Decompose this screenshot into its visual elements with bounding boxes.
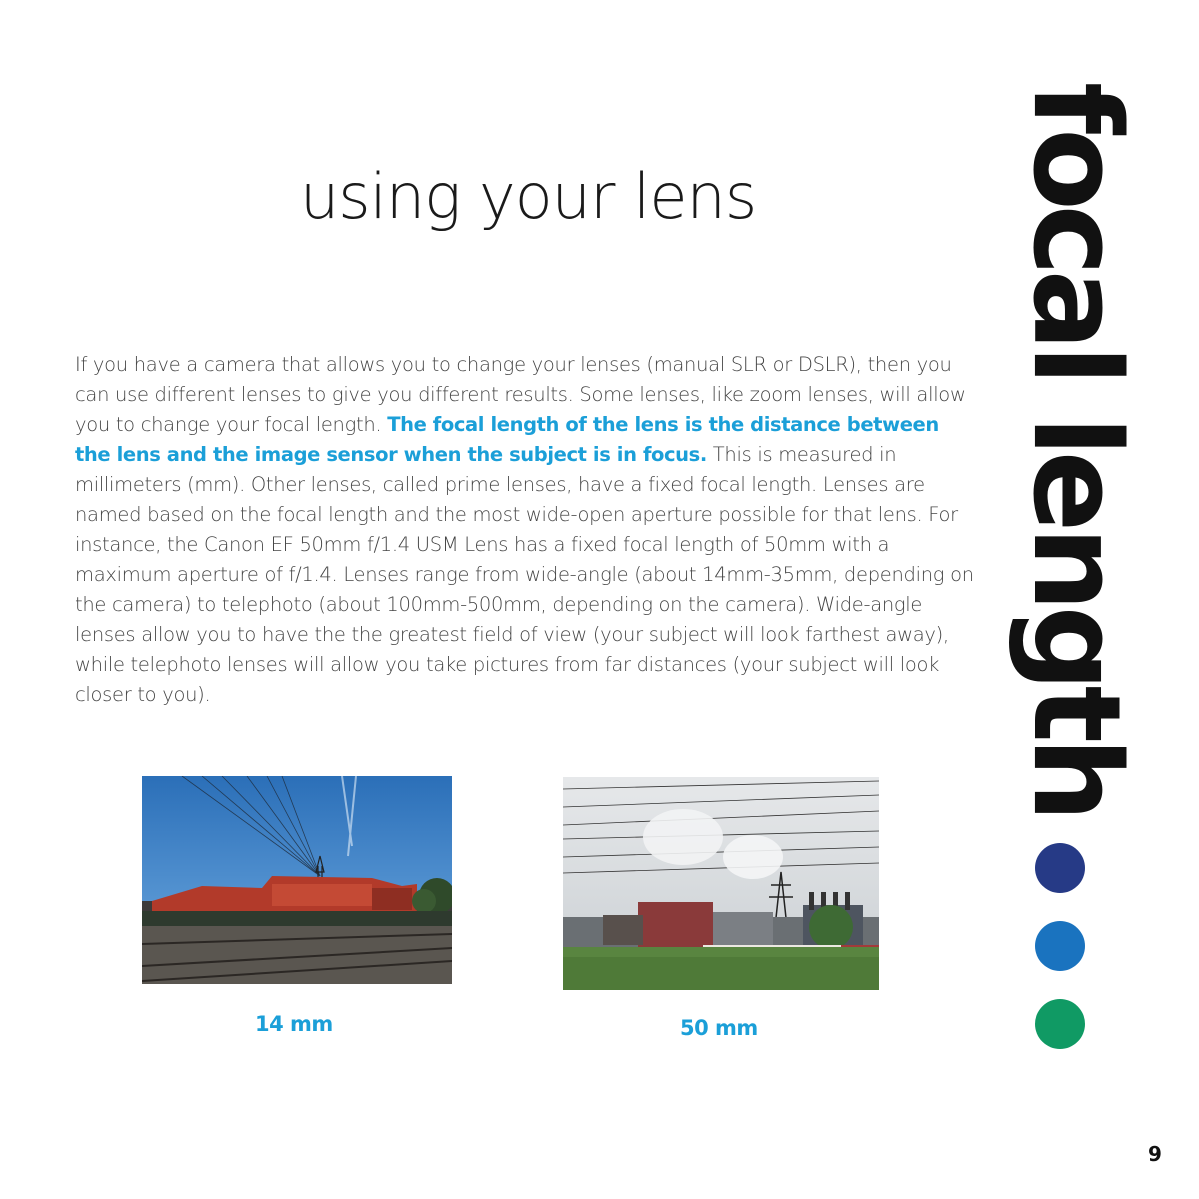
blue-dot <box>1035 921 1085 971</box>
body-paragraph <box>75 350 980 710</box>
caption-50mm: 50 mm <box>680 1016 758 1040</box>
navy-dot <box>1035 843 1085 893</box>
body-text-rest: This is measured in millimeters (mm). Other lenses, called prime lenses, have a fixed focal length. Lenses are named based on the focal length and the most wide-open aperture possible for that lens. For instance, the Canon EF 50mm f/1.4 USM Lens has a fixed focal length of 50mm with a maximum aperture of f/1.4. Lenses range from wide-angle (about 14mm-35mm, depending on the camera) to telephoto (about 100mm-500mm, depending on the camera). Wide-angle lenses allow you to have the the greatest field of view (your subject will look farthest away), while telephoto lenses will allow you take pictures from far distances (your subject will look closer to you). <box>75 443 974 706</box>
page-number: 9 <box>1148 1142 1162 1166</box>
focal-length-definition: The focal length of the lens is the distance between the lens and the image sensor when the subject is in focus. <box>75 413 939 466</box>
photo-14mm <box>142 776 452 984</box>
vertical-heading <box>1006 82 1145 822</box>
green-dot <box>1035 999 1085 1049</box>
caption-14mm: 14 mm <box>255 1012 333 1036</box>
photo-50mm <box>563 777 879 990</box>
page-title: using your lens <box>300 160 757 233</box>
vertical-heading-text: focal length <box>1006 82 1145 817</box>
body-text-intro: If you have a camera that allows you to change your lenses (manual SLR or DSLR), then you can use different lenses to give you different results. Some lenses, like zoom lenses, will allow you to change your focal length. <box>75 353 966 436</box>
